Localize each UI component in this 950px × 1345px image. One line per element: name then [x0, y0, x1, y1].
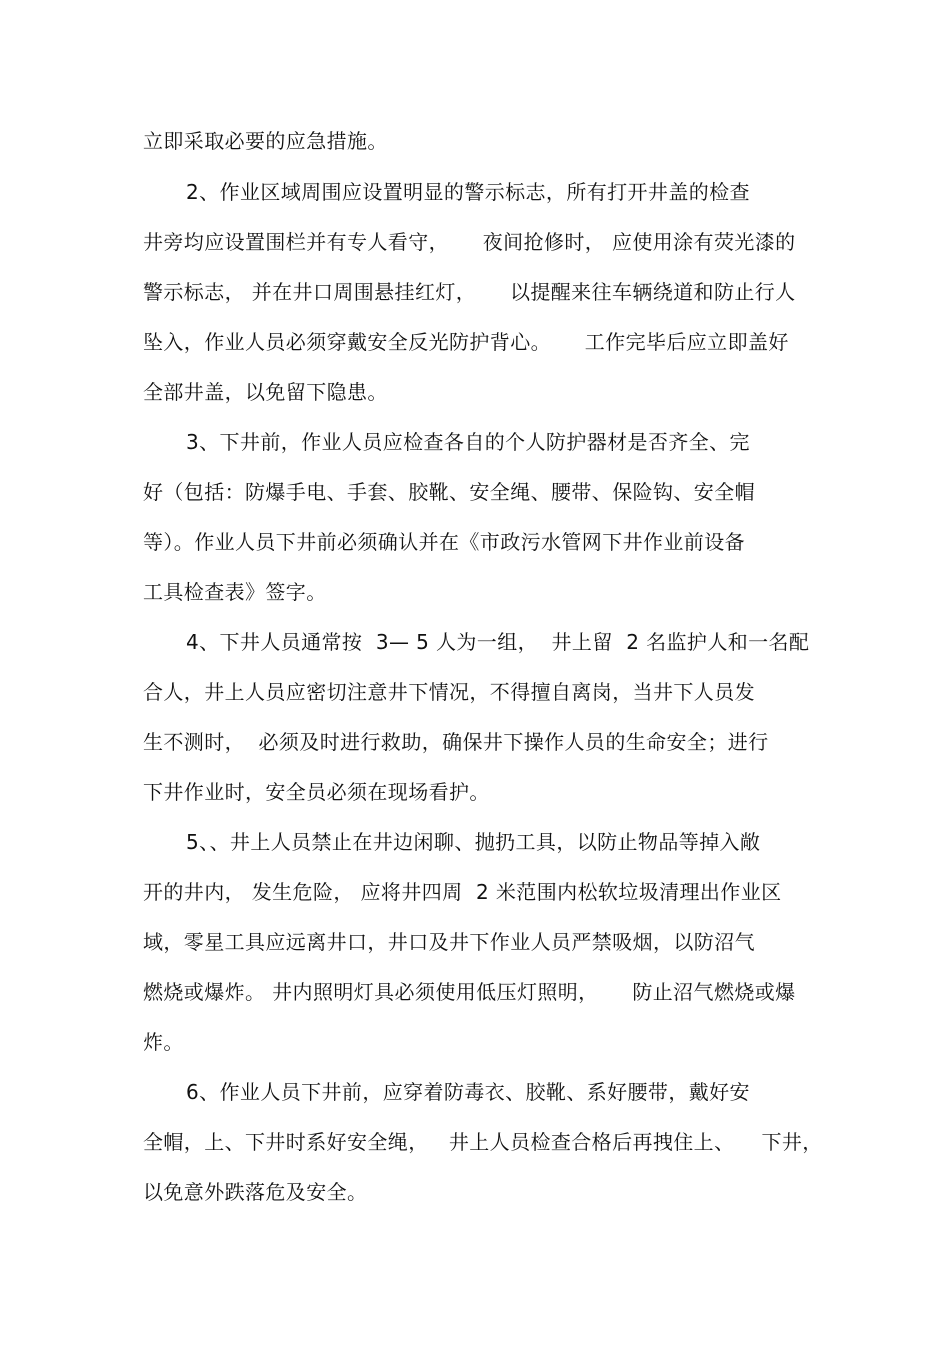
- text-line: 好（包括：防爆手电、手套、胶靴、安全绳、腰带、保险钩、安全帽: [143, 480, 755, 504]
- text-line: 5、、井上人员禁止在井边闲聊、抛扔工具，以防止物品等掉入敞: [186, 830, 761, 854]
- text-line: 6、作业人员下井前，应穿着防毒衣、胶靴、系好腰带，戴好安: [186, 1080, 750, 1104]
- text-line: 立即采取必要的应急措施。: [143, 129, 388, 153]
- text-line: 域，零星工具应远离井口，井口及井下作业人员严禁吸烟，以防沼气: [143, 930, 755, 954]
- text-line: 以免意外跌落危及安全。: [143, 1180, 368, 1204]
- text-line: 开的井内， 发生危险， 应将井四周 2 米范围内松软垃圾清理出作业区: [143, 880, 782, 904]
- text-line: 合人，井上人员应密切注意井下情况，不得擅自离岗，当井下人员发: [143, 680, 755, 704]
- text-line: 坠入，作业人员必须穿戴安全反光防护背心。 工作完毕后应立即盖好: [143, 330, 789, 354]
- text-line: 炸。: [143, 1030, 184, 1054]
- text-line: 生不测时， 必须及时进行救助，确保井下操作人员的生命安全；进行: [143, 730, 769, 754]
- text-line: 4、下井人员通常按 3— 5 人为一组， 井上留 2 名监护人和一名配: [186, 630, 810, 654]
- text-line: 等）。作业人员下井前必须确认并在《市政污水管网下井作业前设备: [143, 530, 745, 554]
- text-line: 井旁均应设置围栏并有专人看守， 夜间抢修时， 应使用涂有荧光漆的: [143, 230, 796, 254]
- text-line: 3、下井前，作业人员应检查各自的个人防护器材是否齐全、完: [186, 430, 750, 454]
- text-line: 全帽，上、下井时系好安全绳， 井上人员检查合格后再拽住上、 下井，: [143, 1130, 823, 1154]
- text-line: 警示标志， 并在井口周围悬挂红灯， 以提醒来往车辆绕道和防止行人: [143, 280, 796, 304]
- text-line: 2、作业区域周围应设置明显的警示标志，所有打开井盖的检查: [186, 180, 750, 204]
- text-line: 下井作业时，安全员必须在现场看护。: [143, 780, 490, 804]
- text-line: 全部井盖，以免留下隐患。: [143, 380, 388, 404]
- text-line: 燃烧或爆炸。 井内照明灯具必须使用低压灯照明， 防止沼气燃烧或爆: [143, 980, 796, 1004]
- text-line: 工具检查表》签字。: [143, 580, 327, 604]
